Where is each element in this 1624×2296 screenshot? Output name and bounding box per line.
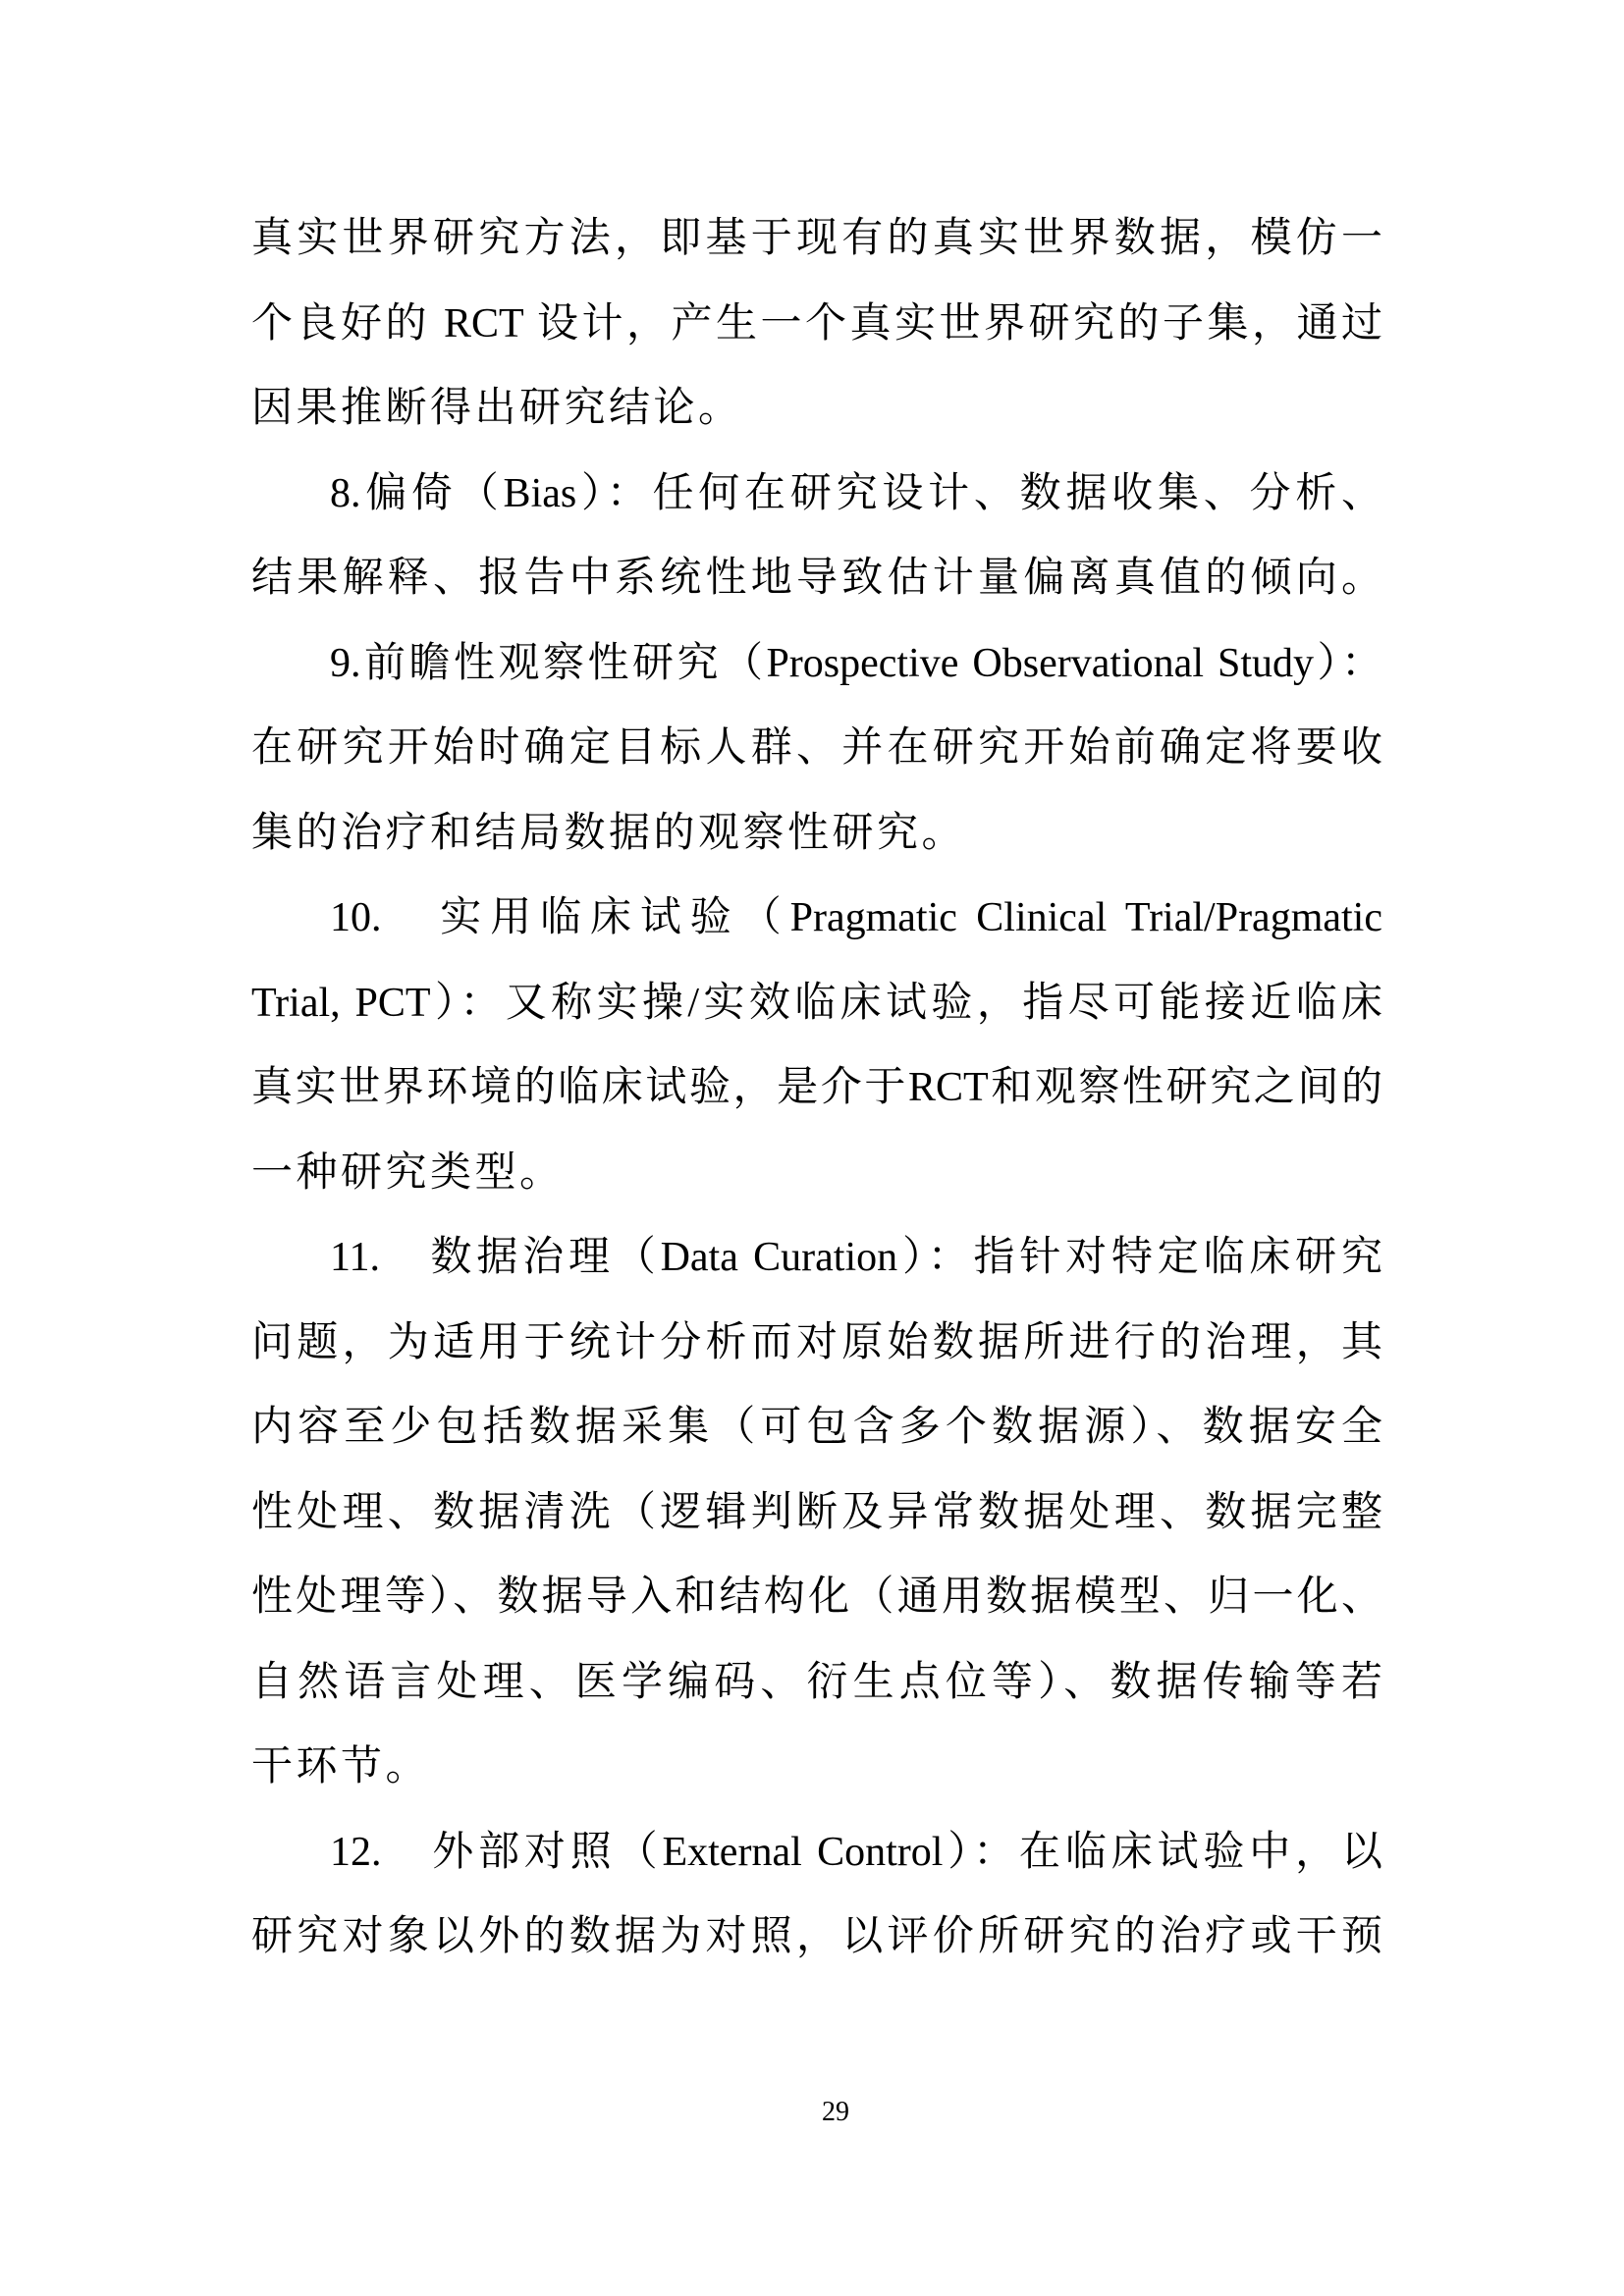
text-line: 研究对象以外的数据为对照，以评价所研究的治疗或干预 (251, 1914, 1382, 1959)
text-line: 自然语言处理、医学编码、衍生点位等）、数据传输等若 (251, 1659, 1382, 1705)
text-line: 9.前瞻性观察性研究（Prospective Observational Study）： (330, 640, 1382, 686)
text-line: 在研究开始时确定目标人群、并在研究开始前确定将要收 (251, 725, 1382, 771)
text-line: 真实世界研究方法，即基于现有的真实世界数据，模仿一 (251, 216, 1382, 261)
text-line: 问题，为适用于统计分析而对原始数据所进行的治理，其 (251, 1319, 1382, 1365)
text-line: Trial, PCT）：又称实操/实效临床试验，指尽可能接近临床 (251, 980, 1382, 1026)
page-body (251, 196, 1382, 1980)
text-line: 12. 外部对照（External Control）：在临床试验中，以 (330, 1829, 1382, 1875)
text-line: 8.偏倚（Bias）：任何在研究设计、数据收集、分析、 (330, 470, 1382, 516)
text-line: 真实世界环境的临床试验，是介于RCT和观察性研究之间的 (251, 1065, 1382, 1110)
text-line: 10. 实用临床试验（Pragmatic Clinical Trial/Pragmatic (330, 895, 1382, 940)
text-line: 因果推断得出研究结论。 (251, 386, 743, 431)
text-line: 一种研究类型。 (251, 1149, 565, 1196)
text-line: 干环节。 (251, 1744, 431, 1789)
page-number: 29 (822, 2097, 849, 2127)
text-line: 性处理、数据清洗（逻辑判断及异常数据处理、数据完整 (251, 1489, 1382, 1535)
text-line: 集的治疗和结局数据的观察性研究。 (251, 810, 967, 856)
text-line: 性处理等）、数据导入和结构化（通用数据模型、归一化、 (251, 1575, 1382, 1620)
text-line: 11. 数据治理（Data Curation）：指针对特定临床研究 (330, 1235, 1382, 1280)
text-line: 内容至少包括数据采集（可包含多个数据源）、数据安全 (251, 1405, 1382, 1450)
text-line: 个良好的 RCT 设计，产生一个真实世界研究的子集，通过 (251, 300, 1382, 347)
text-line: 结果解释、报告中系统性地导致估计量偏离真值的倾向。 (251, 556, 1382, 601)
